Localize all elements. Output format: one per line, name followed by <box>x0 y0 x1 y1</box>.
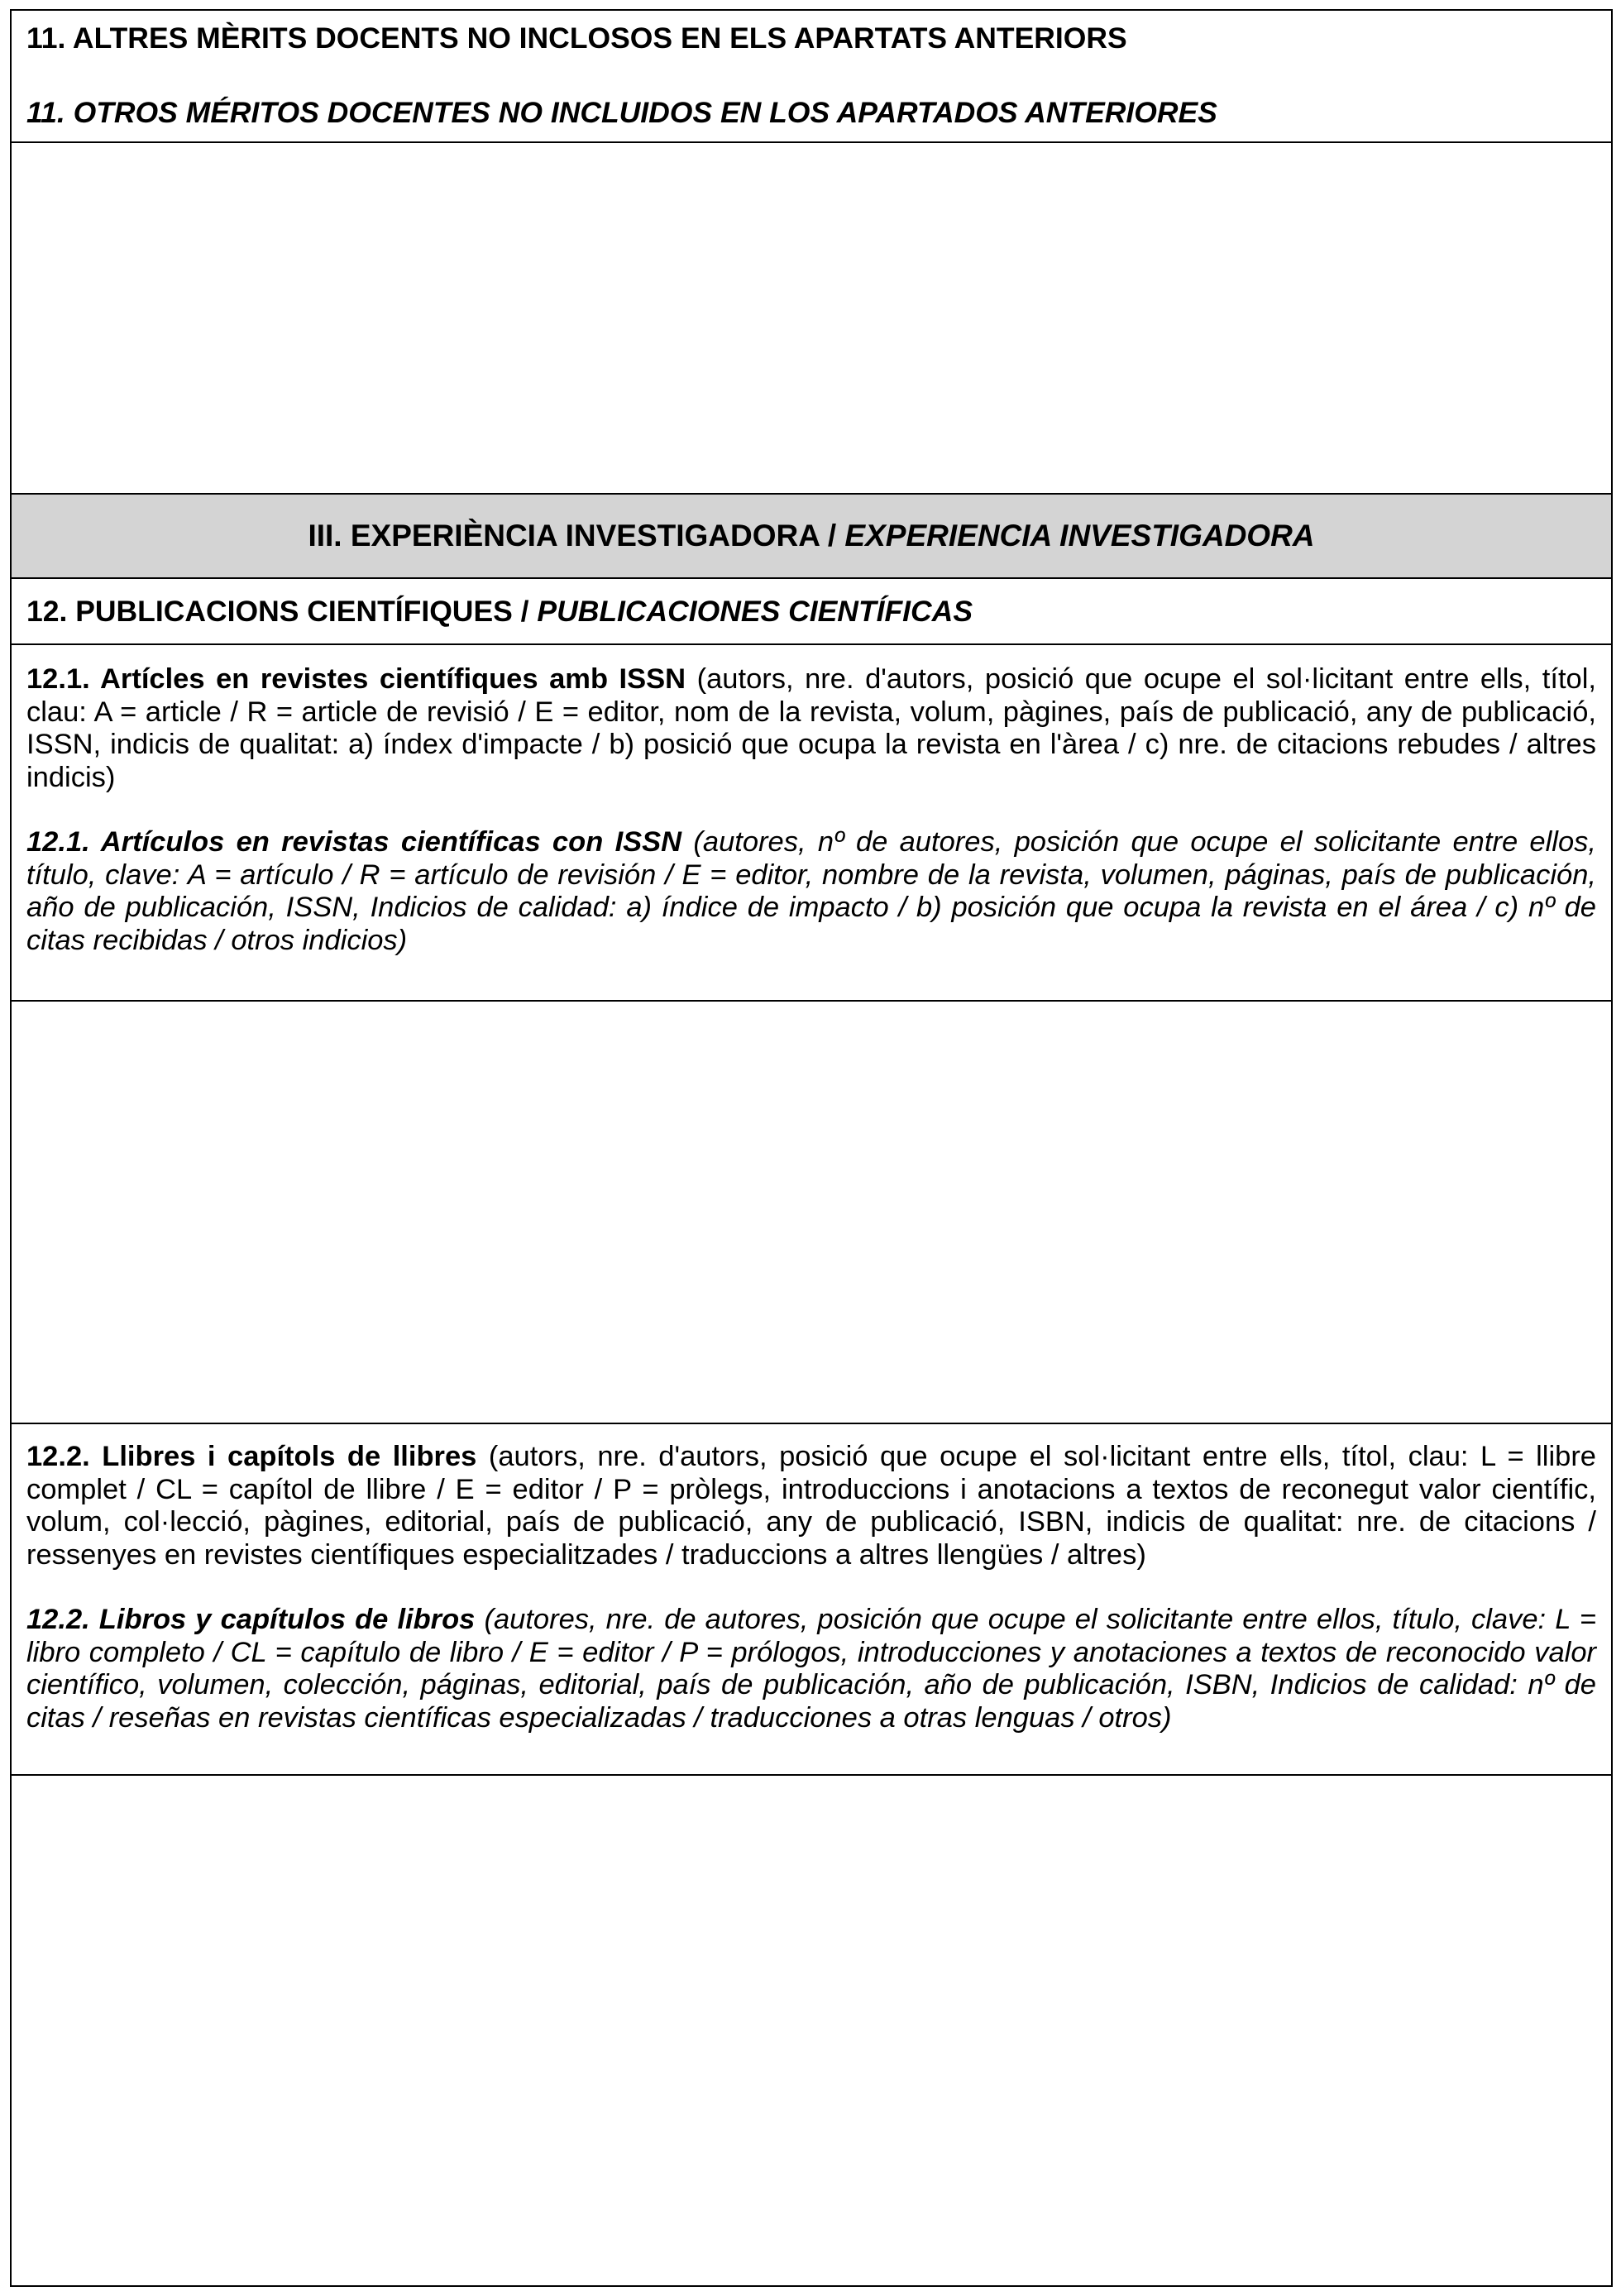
section-12-1-label-es: 12.1. Artículos en revistas científicas con ISSN <box>26 826 682 858</box>
section-12-title-ca: 12. PUBLICACIONS CIENTÍFIQUES / <box>26 595 538 628</box>
section-12-2-description-ca <box>26 1441 1596 1571</box>
section-12-1-description-es <box>26 826 1596 957</box>
section-III-header <box>12 495 1611 579</box>
section-III-title <box>308 519 1314 553</box>
section-12-2-label-ca: 12.2. Llibres i capítols de llibres <box>26 1441 477 1472</box>
section-12-1-label-ca: 12.1. Artícles en revistes científiques amb ISSN <box>26 663 686 695</box>
section-12-2-text-ca: (autors, nre. d'autors, posició que ocupe el sol·licitant entre ells, títol, clau: L = llibre complet / CL = capítol de llibre / E = editor / P = pròlegs, introduccions i anotacions a textos de reconegut valor científic, volum, col·lecció, pàgines, editorial, país de publicació, any de publicació, ISBN, indicis de qualitat: nre. de citacions / ressenyes en revistes científiques especialitzades / traduccions a altres llengües / altres) <box>26 1441 1596 1571</box>
section-11-content-field[interactable] <box>12 143 1611 495</box>
section-11-header <box>12 11 1611 143</box>
section-12-title-es: PUBLICACIONES CIENTÍFICAS <box>537 595 973 628</box>
section-III-title-es: EXPERIENCIA INVESTIGADORA <box>844 519 1315 552</box>
section-12-title <box>26 594 973 629</box>
section-11-title-es: 11. OTROS MÉRITOS DOCENTES NO INCLUIDOS EN LOS APARTADOS ANTERIORES <box>26 96 1217 129</box>
section-12-1-text-es: (autores, nº de autores, posición que ocupe el solicitante entre ellos, título, clave: A = artículo / R = artículo de revisión / E = editor, nombre de la revista, volumen, páginas, país de publicación, año de publicación, ISSN, Indicios de calidad: a) índice de impacto / b) posición que ocupa la revista en el área / c) nº de citas recibidas / otros indicios) <box>26 826 1596 956</box>
section-12-2-text-es: (autores, nre. de autores, posición que ocupe el solicitante entre ellos, título, clave: L = libro completo / CL = capítulo de libro / E = editor / P = prólogos, introducciones y anotaciones a textos de reconocido valor científico, volumen, colección, páginas, editorial, país de publicación, año de publicación, ISBN, Indicios de calidad: nº de citas / reseñas en revistas científicas especializadas / traducciones a otras lenguas / otros) <box>26 1604 1596 1734</box>
section-12-1-text-ca: (autors, nre. d'autors, posició que ocupe el sol·licitant entre ells, títol, clau: A = article / R = article de revisió / E = editor, nom de la revista, volum, pàgines, país de publicació, any de publicació, ISSN, indicis de qualitat: a) índex d'impacte / b) posició que ocupa la revista en l'àrea / c) nre. de citacions rebudes / altres indicis) <box>26 663 1596 793</box>
section-III-title-ca: III. EXPERIÈNCIA INVESTIGADORA / <box>308 519 845 552</box>
merits-form-table <box>10 9 1613 2287</box>
section-12-1-content-field[interactable] <box>12 1002 1611 1424</box>
section-11-title-ca: 11. ALTRES MÈRITS DOCENTS NO INCLOSOS EN ELS APARTATS ANTERIORS <box>26 22 1127 55</box>
section-12-1-description-ca <box>26 663 1596 794</box>
section-12-2-label-es: 12.2. Libros y capítulos de libros <box>26 1604 476 1635</box>
section-12-2-content-field[interactable] <box>12 1776 1611 2285</box>
section-12-2-description-es <box>26 1604 1596 1734</box>
section-12-header <box>12 579 1611 645</box>
section-12-2-description <box>12 1424 1611 1776</box>
section-12-1-description <box>12 645 1611 1002</box>
